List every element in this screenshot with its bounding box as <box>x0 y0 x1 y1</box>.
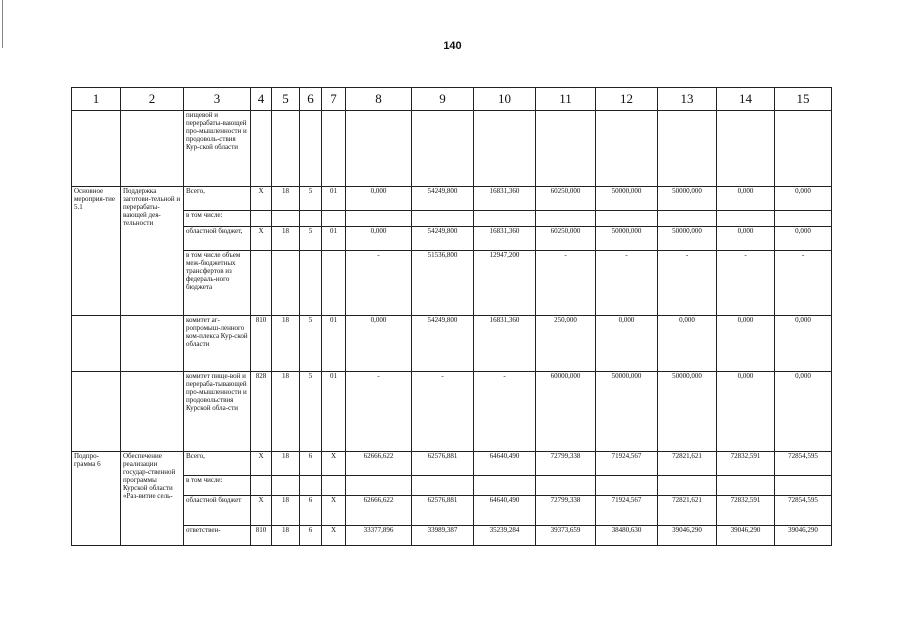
cell: 0,000 <box>775 227 832 251</box>
table-row <box>72 251 832 316</box>
cell: 0,000 <box>346 187 412 211</box>
col-header: 8 <box>346 88 412 111</box>
cell: 01 <box>322 316 346 372</box>
cell: - <box>474 372 536 452</box>
header-row <box>72 88 832 111</box>
table-row <box>72 476 832 496</box>
table-row <box>72 496 832 526</box>
cell: 5 <box>300 227 322 251</box>
col-header: 10 <box>474 88 536 111</box>
budget-table <box>71 87 832 546</box>
cell: 18 <box>272 372 300 452</box>
cell: 0,000 <box>775 372 832 452</box>
cell: Х <box>251 452 272 476</box>
col-header: 15 <box>775 88 832 111</box>
col-header: 12 <box>596 88 658 111</box>
cell: 5 <box>300 187 322 211</box>
cell: 01 <box>322 372 346 452</box>
row-desc: комитет пище-вой и перераба-тывающей про-мышленности и продовольствия Курской обла-сти <box>184 372 251 452</box>
cell: 33989,387 <box>412 526 474 546</box>
cell: 250,000 <box>536 316 596 372</box>
cell: 50000,000 <box>658 372 717 452</box>
cell: 72832,591 <box>717 496 775 526</box>
cell: Х <box>322 526 346 546</box>
cell: 16831,360 <box>474 227 536 251</box>
subprogram-title: Обеспечение реализации государ-ственной программы Курской области «Раз-витие сель- <box>121 452 184 546</box>
cell: 16831,360 <box>474 316 536 372</box>
col-header: 14 <box>717 88 775 111</box>
cell: 72821,621 <box>658 452 717 476</box>
row-desc: ответствен- <box>184 526 251 546</box>
cell: 50000,000 <box>658 187 717 211</box>
cell: 50000,000 <box>596 372 658 452</box>
cell: 72832,591 <box>717 452 775 476</box>
cell: 54249,800 <box>412 227 474 251</box>
cell: 51536,800 <box>412 251 474 316</box>
cell: 18 <box>272 227 300 251</box>
cell: 33377,896 <box>346 526 412 546</box>
col-header: 13 <box>658 88 717 111</box>
cell: 72821,621 <box>658 496 717 526</box>
subprogram-name: Подпро-грамма 6 <box>72 452 121 546</box>
cell: 0,000 <box>717 227 775 251</box>
cell: 50000,000 <box>596 227 658 251</box>
cell: 35239,284 <box>474 526 536 546</box>
row-desc: комитет аг-ропромыш-ленного ком-плекса Кур-ской области <box>184 316 251 372</box>
cell: 0,000 <box>346 316 412 372</box>
cell: - <box>412 372 474 452</box>
cell: 71924,567 <box>596 496 658 526</box>
cell: 6 <box>300 452 322 476</box>
cell: - <box>536 251 596 316</box>
table-row <box>72 526 832 546</box>
table-row <box>72 187 832 211</box>
row-desc: в том числе: <box>184 476 251 496</box>
cell: - <box>346 251 412 316</box>
row-desc: пищевой и перерабаты-вающей про-мышленности и продоволь-ствия Кур-ской области <box>184 111 251 187</box>
page-number: 140 <box>443 40 462 52</box>
cell: 0,000 <box>596 316 658 372</box>
cell: Х <box>322 496 346 526</box>
cell: 01 <box>322 187 346 211</box>
cell: 39046,290 <box>717 526 775 546</box>
cell: 60250,000 <box>536 187 596 211</box>
col-header: 3 <box>184 88 251 111</box>
cell: - <box>346 372 412 452</box>
cell: 60000,000 <box>536 372 596 452</box>
cell: - <box>596 251 658 316</box>
cell: 16831,360 <box>474 187 536 211</box>
col-header: 6 <box>300 88 322 111</box>
cell: 0,000 <box>717 187 775 211</box>
col-header: 1 <box>72 88 121 111</box>
cell: 0,000 <box>775 316 832 372</box>
cell: 54249,800 <box>412 316 474 372</box>
cell: 18 <box>272 526 300 546</box>
cell: 39046,290 <box>775 526 832 546</box>
table-row <box>72 227 832 251</box>
row-desc: в том числе: <box>184 211 251 227</box>
table-row <box>72 316 832 372</box>
cell: 62576,881 <box>412 496 474 526</box>
cell: 72799,338 <box>536 452 596 476</box>
cell: Х <box>251 187 272 211</box>
table-row <box>72 211 832 227</box>
cell: 18 <box>272 187 300 211</box>
table-row <box>72 372 832 452</box>
cell: 0,000 <box>775 187 832 211</box>
cell: 810 <box>251 526 272 546</box>
cell: 0,000 <box>346 227 412 251</box>
cell: 01 <box>322 227 346 251</box>
cell: 18 <box>272 452 300 476</box>
col-header: 9 <box>412 88 474 111</box>
cell: 50000,000 <box>658 227 717 251</box>
cell: 6 <box>300 526 322 546</box>
cell: 0,000 <box>717 372 775 452</box>
cell: - <box>717 251 775 316</box>
activity-title: Поддержка заготови-тельной и перерабаты-вающей дея-тельности <box>121 187 184 316</box>
cell: 0,000 <box>658 316 717 372</box>
cell: 72854,595 <box>775 496 832 526</box>
col-header: 11 <box>536 88 596 111</box>
cell: Х <box>251 496 272 526</box>
col-header: 5 <box>272 88 300 111</box>
table-row <box>72 111 832 187</box>
cell: - <box>775 251 832 316</box>
cell: 18 <box>272 496 300 526</box>
cell: 54249,800 <box>412 187 474 211</box>
cell: 5 <box>300 372 322 452</box>
cell: 72799,338 <box>536 496 596 526</box>
col-header: 4 <box>251 88 272 111</box>
cell: 5 <box>300 316 322 372</box>
cell: 12947,200 <box>474 251 536 316</box>
cell: 64640,490 <box>474 452 536 476</box>
cell: 38480,630 <box>596 526 658 546</box>
cell: 6 <box>300 496 322 526</box>
row-desc: Всего, <box>184 187 251 211</box>
cell: 0,000 <box>717 316 775 372</box>
cell: 60250,000 <box>536 227 596 251</box>
cell: 50000,000 <box>596 187 658 211</box>
row-desc: в том числе объем меж-бюджетных трансфертов из федераль-ного бюджета <box>184 251 251 316</box>
cell: Х <box>322 452 346 476</box>
cell: 71924,567 <box>596 452 658 476</box>
col-header: 7 <box>322 88 346 111</box>
cell: Х <box>251 227 272 251</box>
activity-name: Основное мероприя-тие 5.1 <box>72 187 121 316</box>
cell: 62666,622 <box>346 496 412 526</box>
cell: 72854,595 <box>775 452 832 476</box>
cell: 18 <box>272 316 300 372</box>
col-header: 2 <box>121 88 184 111</box>
row-desc: областной бюджет, <box>184 227 251 251</box>
cell: 64640,490 <box>474 496 536 526</box>
cell: 828 <box>251 372 272 452</box>
row-desc: областной бюджет <box>184 496 251 526</box>
table-row <box>72 452 832 476</box>
cell: - <box>658 251 717 316</box>
cell: 39373,659 <box>536 526 596 546</box>
cell: 62576,881 <box>412 452 474 476</box>
cell: 810 <box>251 316 272 372</box>
cell: 39046,290 <box>658 526 717 546</box>
row-desc: Всего, <box>184 452 251 476</box>
cell: 62666,622 <box>346 452 412 476</box>
